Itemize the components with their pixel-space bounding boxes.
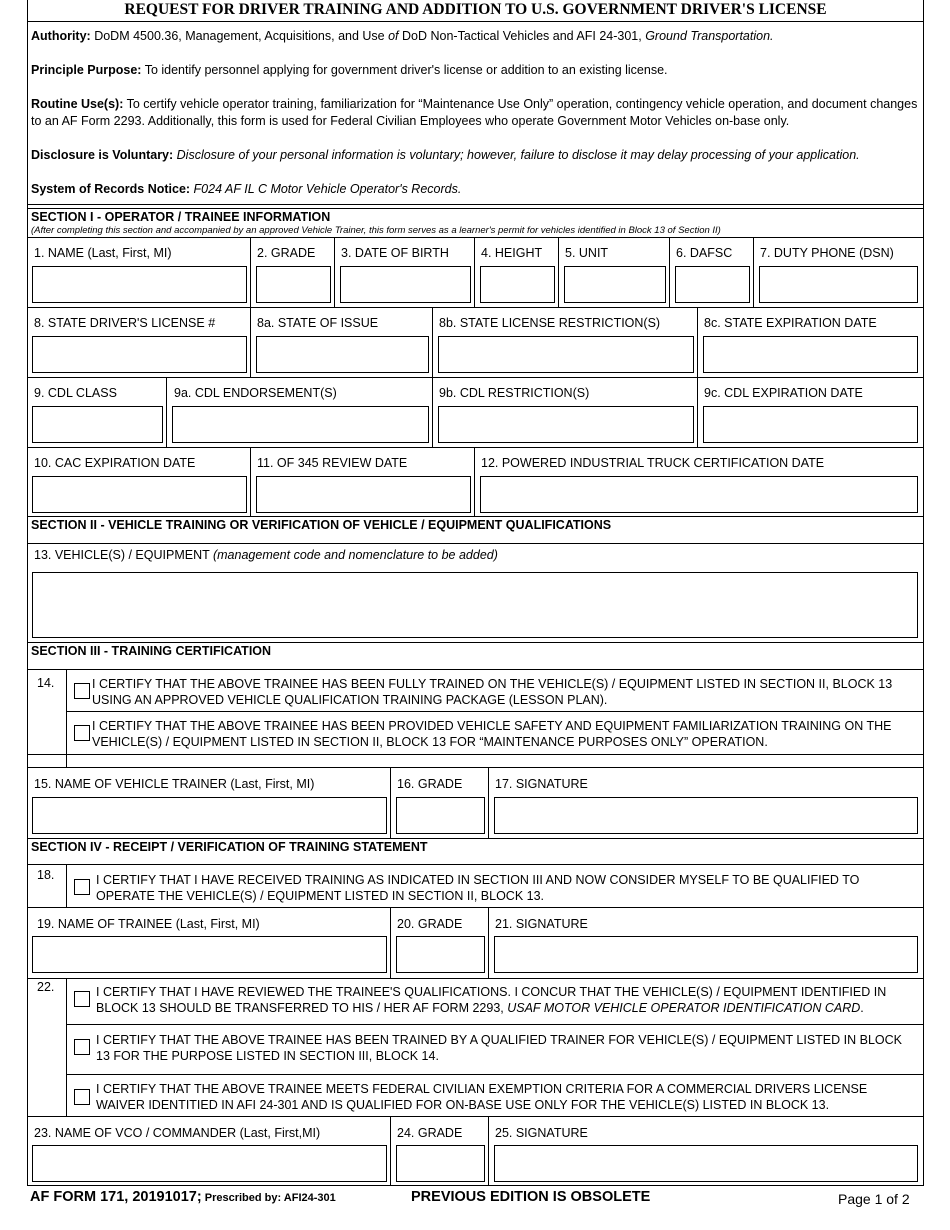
- field-9c-label: 9c. CDL EXPIRATION DATE: [704, 386, 863, 400]
- obsolete-notice: PREVIOUS EDITION IS OBSOLETE: [411, 1189, 651, 1205]
- principle-purpose: Principle Purpose: To identify personnel applying for government driver's license or addition to an existing license.: [31, 63, 668, 77]
- field-19-label: 19. NAME OF TRAINEE (Last, First, MI): [37, 917, 260, 931]
- form-title: REQUEST FOR DRIVER TRAINING AND ADDITION TO U.S. GOVERNMENT DRIVER'S LICENSE: [124, 1, 827, 18]
- cdl-endorsements-input[interactable]: [172, 406, 429, 443]
- cert-22c-text: I CERTIFY THAT THE ABOVE TRAINEE MEETS FEDERAL CIVILIAN EXEMPTION CRITERIA FOR A COMMERCIAL DRIVERS LICENSE WAIVER IDENTITIED IN AFI 24-301 AND IS QUALIFIED FOR ON-BASE USE ONLY FOR THE VEHICLE(S) LISTED IN BLOCK 13.: [96, 1082, 868, 1112]
- field-14-label: 14.: [37, 676, 55, 690]
- unit-input[interactable]: [564, 266, 666, 303]
- cdl-expiration-date-input[interactable]: [703, 406, 918, 443]
- authority-statement: Authority: DoDM 4500.36, Management, Acquisitions, and Use of DoD Non-Tactical Vehicles and AFI 24-301, Ground Transportation.: [31, 29, 774, 43]
- system-of-records-notice: System of Records Notice: F024 AF IL C Motor Vehicle Operator's Records.: [31, 182, 462, 196]
- field-3-label: 3. DATE OF BIRTH: [341, 246, 449, 260]
- field-15-label: 15. NAME OF VEHICLE TRAINER (Last, First, MI): [34, 777, 315, 791]
- cert-22a-text: I CERTIFY THAT I HAVE REVIEWED THE TRAINEE'S QUALIFICATIONS. I CONCUR THAT THE VEHICLE(S) / EQUIPMENT IDENTIFIED IN BLOCK 13 SHOULD BE TRANSFERRED TO HIS / HER AF FORM 2293, USAF MOTOR VEHICLE OPERATOR IDENTIFICATION CARD.: [96, 985, 887, 1015]
- field-10-label: 10. CAC EXPIRATION DATE: [34, 456, 196, 470]
- cac-expiration-date-input[interactable]: [32, 476, 247, 513]
- field-11-label: 11. OF 345 REVIEW DATE: [257, 456, 408, 470]
- vco-name-input[interactable]: [32, 1145, 387, 1182]
- disclosure-statement: Disclosure is Voluntary: Disclosure of your personal information is voluntary; however, failure to disclose it may delay processing of your application.: [31, 148, 860, 162]
- trainee-name-input[interactable]: [32, 936, 387, 973]
- field-8a-label: 8a. STATE OF ISSUE: [257, 316, 379, 330]
- field-12-label: 12. POWERED INDUSTRIAL TRUCK CERTIFICATION DATE: [481, 456, 825, 470]
- field-17-label: 17. SIGNATURE: [495, 777, 588, 791]
- section-4-title: SECTION IV - RECEIPT / VERIFICATION OF TRAINING STATEMENT: [31, 840, 428, 854]
- field-5-label: 5. UNIT: [565, 246, 609, 260]
- page-number: Page 1 of 2: [838, 1191, 910, 1207]
- date-of-birth-input[interactable]: [340, 266, 471, 303]
- cdl-class-input[interactable]: [32, 406, 163, 443]
- field-16-label: 16. GRADE: [397, 777, 463, 791]
- pit-certification-date-input[interactable]: [480, 476, 918, 513]
- routine-uses: Routine Use(s): To certify vehicle operator training, familiarization for “Maintenance Use Only” operation, contingency vehicle operation, and document changes to an AF Form 2293. Additionally, this form is used for Federal Civilian Employees who operate Government Motor Vehicles on-base only.: [31, 97, 918, 128]
- section-3-title: SECTION III - TRAINING CERTIFICATION: [31, 644, 272, 658]
- section-2-title: SECTION II - VEHICLE TRAINING OR VERIFICATION OF VEHICLE / EQUIPMENT QUALIFICATIONS: [31, 518, 612, 532]
- field-2-label: 2. GRADE: [257, 246, 316, 260]
- field-13-label: 13. VEHICLE(S) / EQUIPMENT (management code and nomenclature to be added): [34, 548, 498, 562]
- cert-22b-text: I CERTIFY THAT THE ABOVE TRAINEE HAS BEEN TRAINED BY A QUALIFIED TRAINER FOR VEHICLE(S) / EQUIPMENT LISTED IN BLOCK 13 FOR THE PURPOSE LISTED IN SECTION III, BLOCK 14.: [96, 1033, 902, 1063]
- cert-22c-checkbox[interactable]: [74, 1089, 90, 1105]
- cert-22b-checkbox[interactable]: [74, 1039, 90, 1055]
- cert-14a-text: I CERTIFY THAT THE ABOVE TRAINEE HAS BEEN FULLY TRAINED ON THE VEHICLE(S) / EQUIPMENT LISTED IN SECTION II, BLOCK 13 USING AN APPROVED VEHICLE QUALIFICATION TRAINING PACKAGE (LESSON PLAN).: [92, 677, 893, 707]
- state-license-restrictions-input[interactable]: [438, 336, 694, 373]
- state-expiration-date-input[interactable]: [703, 336, 918, 373]
- field-6-label: 6. DAFSC: [676, 246, 733, 260]
- field-9-label: 9. CDL CLASS: [34, 386, 117, 400]
- field-18-label: 18.: [37, 868, 55, 882]
- trainee-signature-input[interactable]: [494, 936, 918, 973]
- cert-14a-checkbox[interactable]: [74, 683, 90, 699]
- field-9b-label: 9b. CDL RESTRICTION(S): [439, 386, 590, 400]
- cert-18-checkbox[interactable]: [74, 879, 90, 895]
- vehicles-equipment-input[interactable]: [32, 572, 918, 638]
- vco-grade-input[interactable]: [396, 1145, 485, 1182]
- cert-14b-text: I CERTIFY THAT THE ABOVE TRAINEE HAS BEEN PROVIDED VEHICLE SAFETY AND EQUIPMENT FAMILIARIZATION TRAINING ON THE VEHICLE(S) / EQUIPMENT LISTED IN SECTION II, BLOCK 13 FOR “MAINTENANCE PURPOSES ONLY” OPERATION.: [92, 719, 892, 749]
- height-input[interactable]: [480, 266, 555, 303]
- form-id: AF FORM 171, 20191017; Prescribed by: AFI24-301: [30, 1189, 336, 1205]
- section-1-note: (After completing this section and accompanied by an approved Vehicle Trainer, this form serves as a learner's permit for vehicles identified in Block 13 of Section II): [31, 225, 721, 236]
- state-license-number-input[interactable]: [32, 336, 247, 373]
- field-8c-label: 8c. STATE EXPIRATION DATE: [704, 316, 877, 330]
- cert-14b-checkbox[interactable]: [74, 725, 90, 741]
- field-23-label: 23. NAME OF VCO / COMMANDER (Last, First,MI): [34, 1126, 321, 1140]
- field-9a-label: 9a. CDL ENDORSEMENT(S): [174, 386, 337, 400]
- grade-input[interactable]: [256, 266, 331, 303]
- of345-review-date-input[interactable]: [256, 476, 471, 513]
- state-of-issue-input[interactable]: [256, 336, 429, 373]
- field-8b-label: 8b. STATE LICENSE RESTRICTION(S): [439, 316, 661, 330]
- field-25-label: 25. SIGNATURE: [495, 1126, 588, 1140]
- field-21-label: 21. SIGNATURE: [495, 917, 588, 931]
- field-4-label: 4. HEIGHT: [481, 246, 543, 260]
- field-8-label: 8. STATE DRIVER'S LICENSE #: [34, 316, 216, 330]
- cdl-restrictions-input[interactable]: [438, 406, 694, 443]
- trainee-grade-input[interactable]: [396, 936, 485, 973]
- cert-22a-checkbox[interactable]: [74, 991, 90, 1007]
- trainer-grade-input[interactable]: [396, 797, 485, 834]
- section-1-title: SECTION I - OPERATOR / TRAINEE INFORMATION: [31, 210, 331, 224]
- vco-signature-input[interactable]: [494, 1145, 918, 1182]
- field-22-label: 22.: [37, 980, 55, 994]
- duty-phone-input[interactable]: [759, 266, 918, 303]
- name-input[interactable]: [32, 266, 247, 303]
- field-24-label: 24. GRADE: [397, 1126, 463, 1140]
- trainer-name-input[interactable]: [32, 797, 387, 834]
- field-20-label: 20. GRADE: [397, 917, 463, 931]
- cert-18-text: I CERTIFY THAT I HAVE RECEIVED TRAINING AS INDICATED IN SECTION III AND NOW CONSIDER MYSELF TO BE QUALIFIED TO OPERATE THE VEHICLE(S) / EQUIPMENT LISTED IN SECTION II, BLOCK 13.: [96, 873, 860, 903]
- trainer-signature-input[interactable]: [494, 797, 918, 834]
- dafsc-input[interactable]: [675, 266, 750, 303]
- field-1-label: 1. NAME (Last, First, MI): [34, 246, 172, 260]
- field-7-label: 7. DUTY PHONE (DSN): [760, 246, 894, 260]
